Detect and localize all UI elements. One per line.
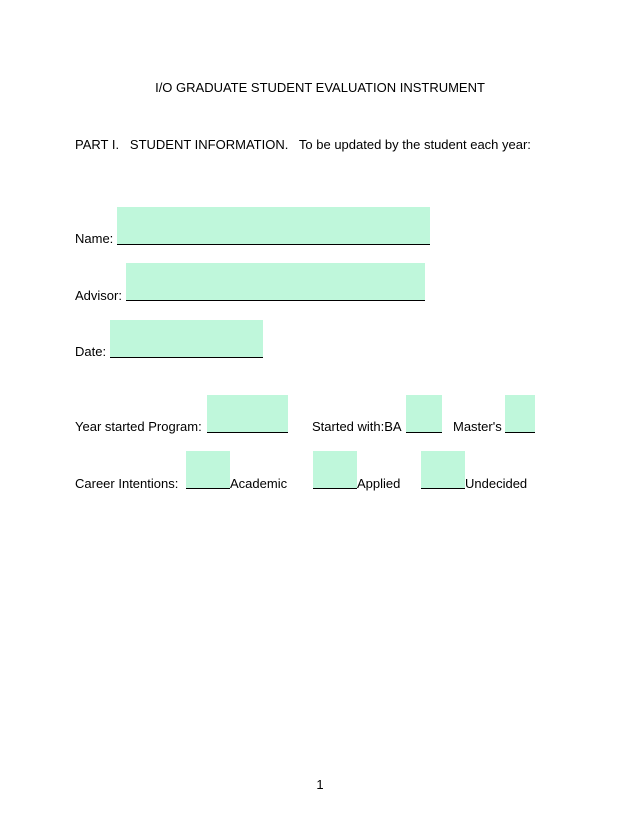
date-label: Date:	[75, 344, 107, 359]
started-with-ba-input[interactable]	[406, 395, 442, 433]
academic-label: Academic	[230, 476, 288, 491]
applied-label: Applied	[357, 476, 401, 491]
career-intentions-label: Career Intentions:	[75, 476, 179, 491]
page-number: 1	[316, 777, 324, 792]
document-title: I/O GRADUATE STUDENT EVALUATION INSTRUMENT	[155, 80, 485, 95]
year-started-input[interactable]	[207, 395, 288, 433]
undecided-label: Undecided	[465, 476, 528, 491]
masters-label: Master's	[453, 419, 502, 434]
date-input[interactable]	[110, 320, 263, 358]
part-heading: PART I. STUDENT INFORMATION. To be updated by the student each year:	[75, 137, 531, 152]
name-input[interactable]	[117, 207, 430, 245]
masters-input[interactable]	[505, 395, 535, 433]
started-with-label: Started with:BA	[312, 419, 402, 434]
year-started-label: Year started Program:	[75, 419, 202, 434]
advisor-label: Advisor:	[75, 288, 122, 303]
name-label: Name:	[75, 231, 114, 246]
academic-input[interactable]	[186, 451, 230, 489]
applied-input[interactable]	[313, 451, 357, 489]
advisor-input[interactable]	[126, 263, 425, 301]
undecided-input[interactable]	[421, 451, 465, 489]
